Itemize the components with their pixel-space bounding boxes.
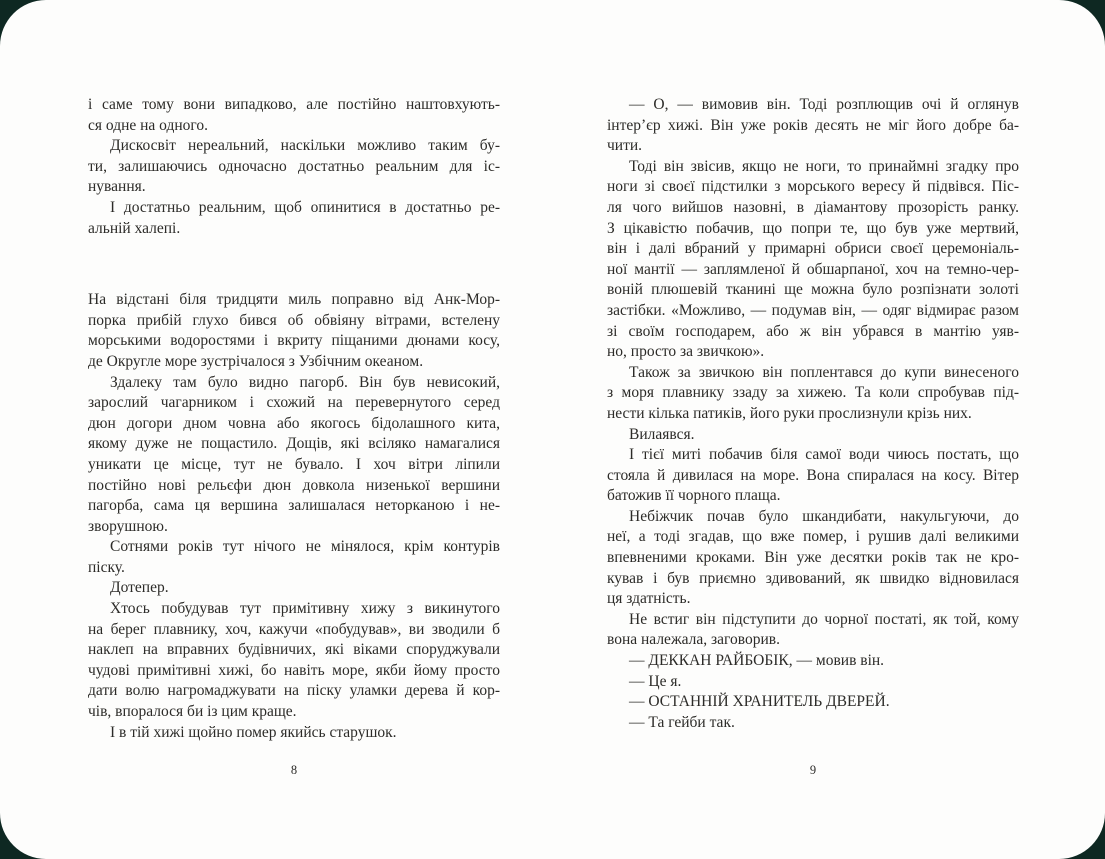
text-line: впевненими кроками. Він уже десятки років так не кро- [607,549,1019,567]
text-line: Сотнями років тут нічого не мінялося, крім контурів [110,538,500,556]
text-line: піску. [88,558,125,576]
paragraph [607,692,1019,713]
text-line: якому дуже не пощастило. Дощів, які всіляко намагалися [88,435,500,453]
text-line: зворушною. [88,517,168,535]
paragraph [88,136,500,198]
text-line: наклеп на вправних будівничих, які віками споруджували [88,641,500,659]
text-line: стояла й дивилася на море. Вона спиралася на косу. Вітер [607,466,1019,484]
text-line: постійно нові рельєфи дюн довкола низенької вершини [88,476,500,494]
text-line: морськими водоростями і вкриту піщаними дюнами косу, [88,332,500,350]
paragraph [607,425,1019,446]
paragraph [88,95,500,136]
text-line: воній плюшевій тканині ще можна було розпізнати золоті [607,281,1019,299]
text-line: чів, впоралося би із цим краще. [88,703,297,721]
text-line: він і далі вбраний у примарні обриси своєї церемоніаль- [607,240,1019,258]
text-line: неї, а тоді згадав, що вже помер, і рушив далі великими [607,528,1019,546]
text-line: Дотепер. [110,579,169,597]
paragraph [607,445,1019,507]
text-line: І достатньо реальним, щоб опинитися в достатньо ре- [110,198,500,216]
text-line: — ОСТАННІЙ ХРАНИТЕЛЬ ДВЕРЕЙ. [629,693,890,711]
text-line: — Це я. [629,672,682,690]
page-left-column [88,95,500,743]
paragraph [607,95,1019,157]
text-line: З цікавістю побачив, що попри те, що був уже мертвий, [607,219,1019,237]
text-line: — О, — вимовив він. Тоді розплющив очі й оглянув [629,96,1019,113]
text-line: Здалеку там було видно пагорб. Він був невисокий, [110,373,500,391]
text-line: застібки. «Можливо, — подумав він, — одяг відмирає разом [607,301,1019,319]
text-line: но, просто за звичкою». [607,343,765,361]
text-line: Не встиг він підступити до чорної постаті, як той, кому [629,610,1019,628]
page-right-column [607,95,1019,733]
paragraph [607,672,1019,693]
paragraph [607,610,1019,651]
text-line: уникати це місце, тут не бувало. І хоч вітри ліпили [88,455,500,473]
text-line: Дискосвіт нереальний, наскільки можливо таким бу- [110,137,500,155]
text-line: Вилаявся. [629,425,695,443]
text-line: нування. [88,178,146,196]
text-line: ної мантії — заплямленої й обшарпаної, хоч на темно-чер- [607,260,1019,278]
text-line: з моря плавнику ззаду за хижею. Та коли спробував під- [607,384,1019,402]
text-line: ти, залишаючись одночасно достатньо реальним для іс- [88,157,500,175]
paragraph [88,198,500,239]
paragraph [607,507,1019,610]
text-line: альній халепі. [88,219,181,237]
text-line: чудові примітивні хижі, бо навіть море, якби йому просто [88,661,500,679]
text-line: Тоді він звісив, якщо не ноги, то принаймні згадку про [629,157,1019,175]
text-line: І тієї миті побачив біля самої води чиюсь постать, що [629,446,1019,464]
text-line: ноги зі своєї підстилки з морського вересу й підвівся. Піс- [607,178,1019,196]
text-line: ця здатність. [607,590,691,608]
paragraph [607,651,1019,672]
text-line: ля чого вийшов назовні, в діамантову прозорість ранку. [607,198,1019,216]
text-line: чити. [607,137,643,155]
text-line: пагорба, сама ця вершина залишалася неторканою і не- [88,497,500,515]
paragraph [88,290,500,372]
text-line: Також за звичкою він поплентався до купи винесеного [629,363,1019,381]
paragraph [88,373,500,538]
text-line: нести кілька патиків, його руки прослизнули крізь них. [607,404,972,422]
text-line: батожив її чорного плаща. [607,487,781,505]
text-line: кував і був приємно здивований, як швидко відновилася [607,569,1019,587]
paragraph [88,723,500,744]
text-line: на берег плавнику, хоч, кажучи «побудував», ви зводили б [88,620,500,638]
text-line: зарослий чагарником і схожий на перевернутого серед [88,394,500,412]
page-number-right: 9 [809,763,817,777]
page-number-left: 8 [290,763,298,777]
paragraph [607,157,1019,363]
text-line: і саме тому вони випадково, але постійно наштовхують- [88,96,500,113]
text-line: Небіжчик почав було шкандибати, накульгуючи, до [629,507,1019,525]
text-line: І в тій хижі щойно помер якийсь старушок. [110,723,397,741]
paragraph [88,537,500,578]
text-line: інтер’єр хижі. Він уже років десять не міг його добре ба- [607,116,1019,134]
text-line: вона належала, заговорив. [607,631,780,649]
text-line: де Округле море зустрічалося з Узбічним океаном. [88,352,424,370]
paragraph [607,363,1019,425]
text-line: зі своїм господарем, або ж він убрався в мантію уяв- [607,322,1019,340]
text-line: ся одне на одного. [88,116,209,134]
text-line: На відстані біля тридцяти миль поправно від Анк-Мор- [88,291,500,309]
text-line: порка прибій глухо бився об обвіяну вітрами, встелену [88,311,500,329]
text-line: дати волю нагромаджувати на піску уламки дерева й кор- [88,682,500,700]
text-line: — Та гейби так. [629,713,735,731]
paragraph [88,578,500,599]
text-line: — ДЕККАН РАЙБОБІК, — мовив він. [629,652,885,670]
paragraph [88,599,500,723]
text-line: Хтось побудував тут примітивну хижу з викинутого [110,600,500,618]
paragraph [607,713,1019,734]
text-line: дюн догори дном човна або якогось бідолашного кита, [88,414,500,432]
